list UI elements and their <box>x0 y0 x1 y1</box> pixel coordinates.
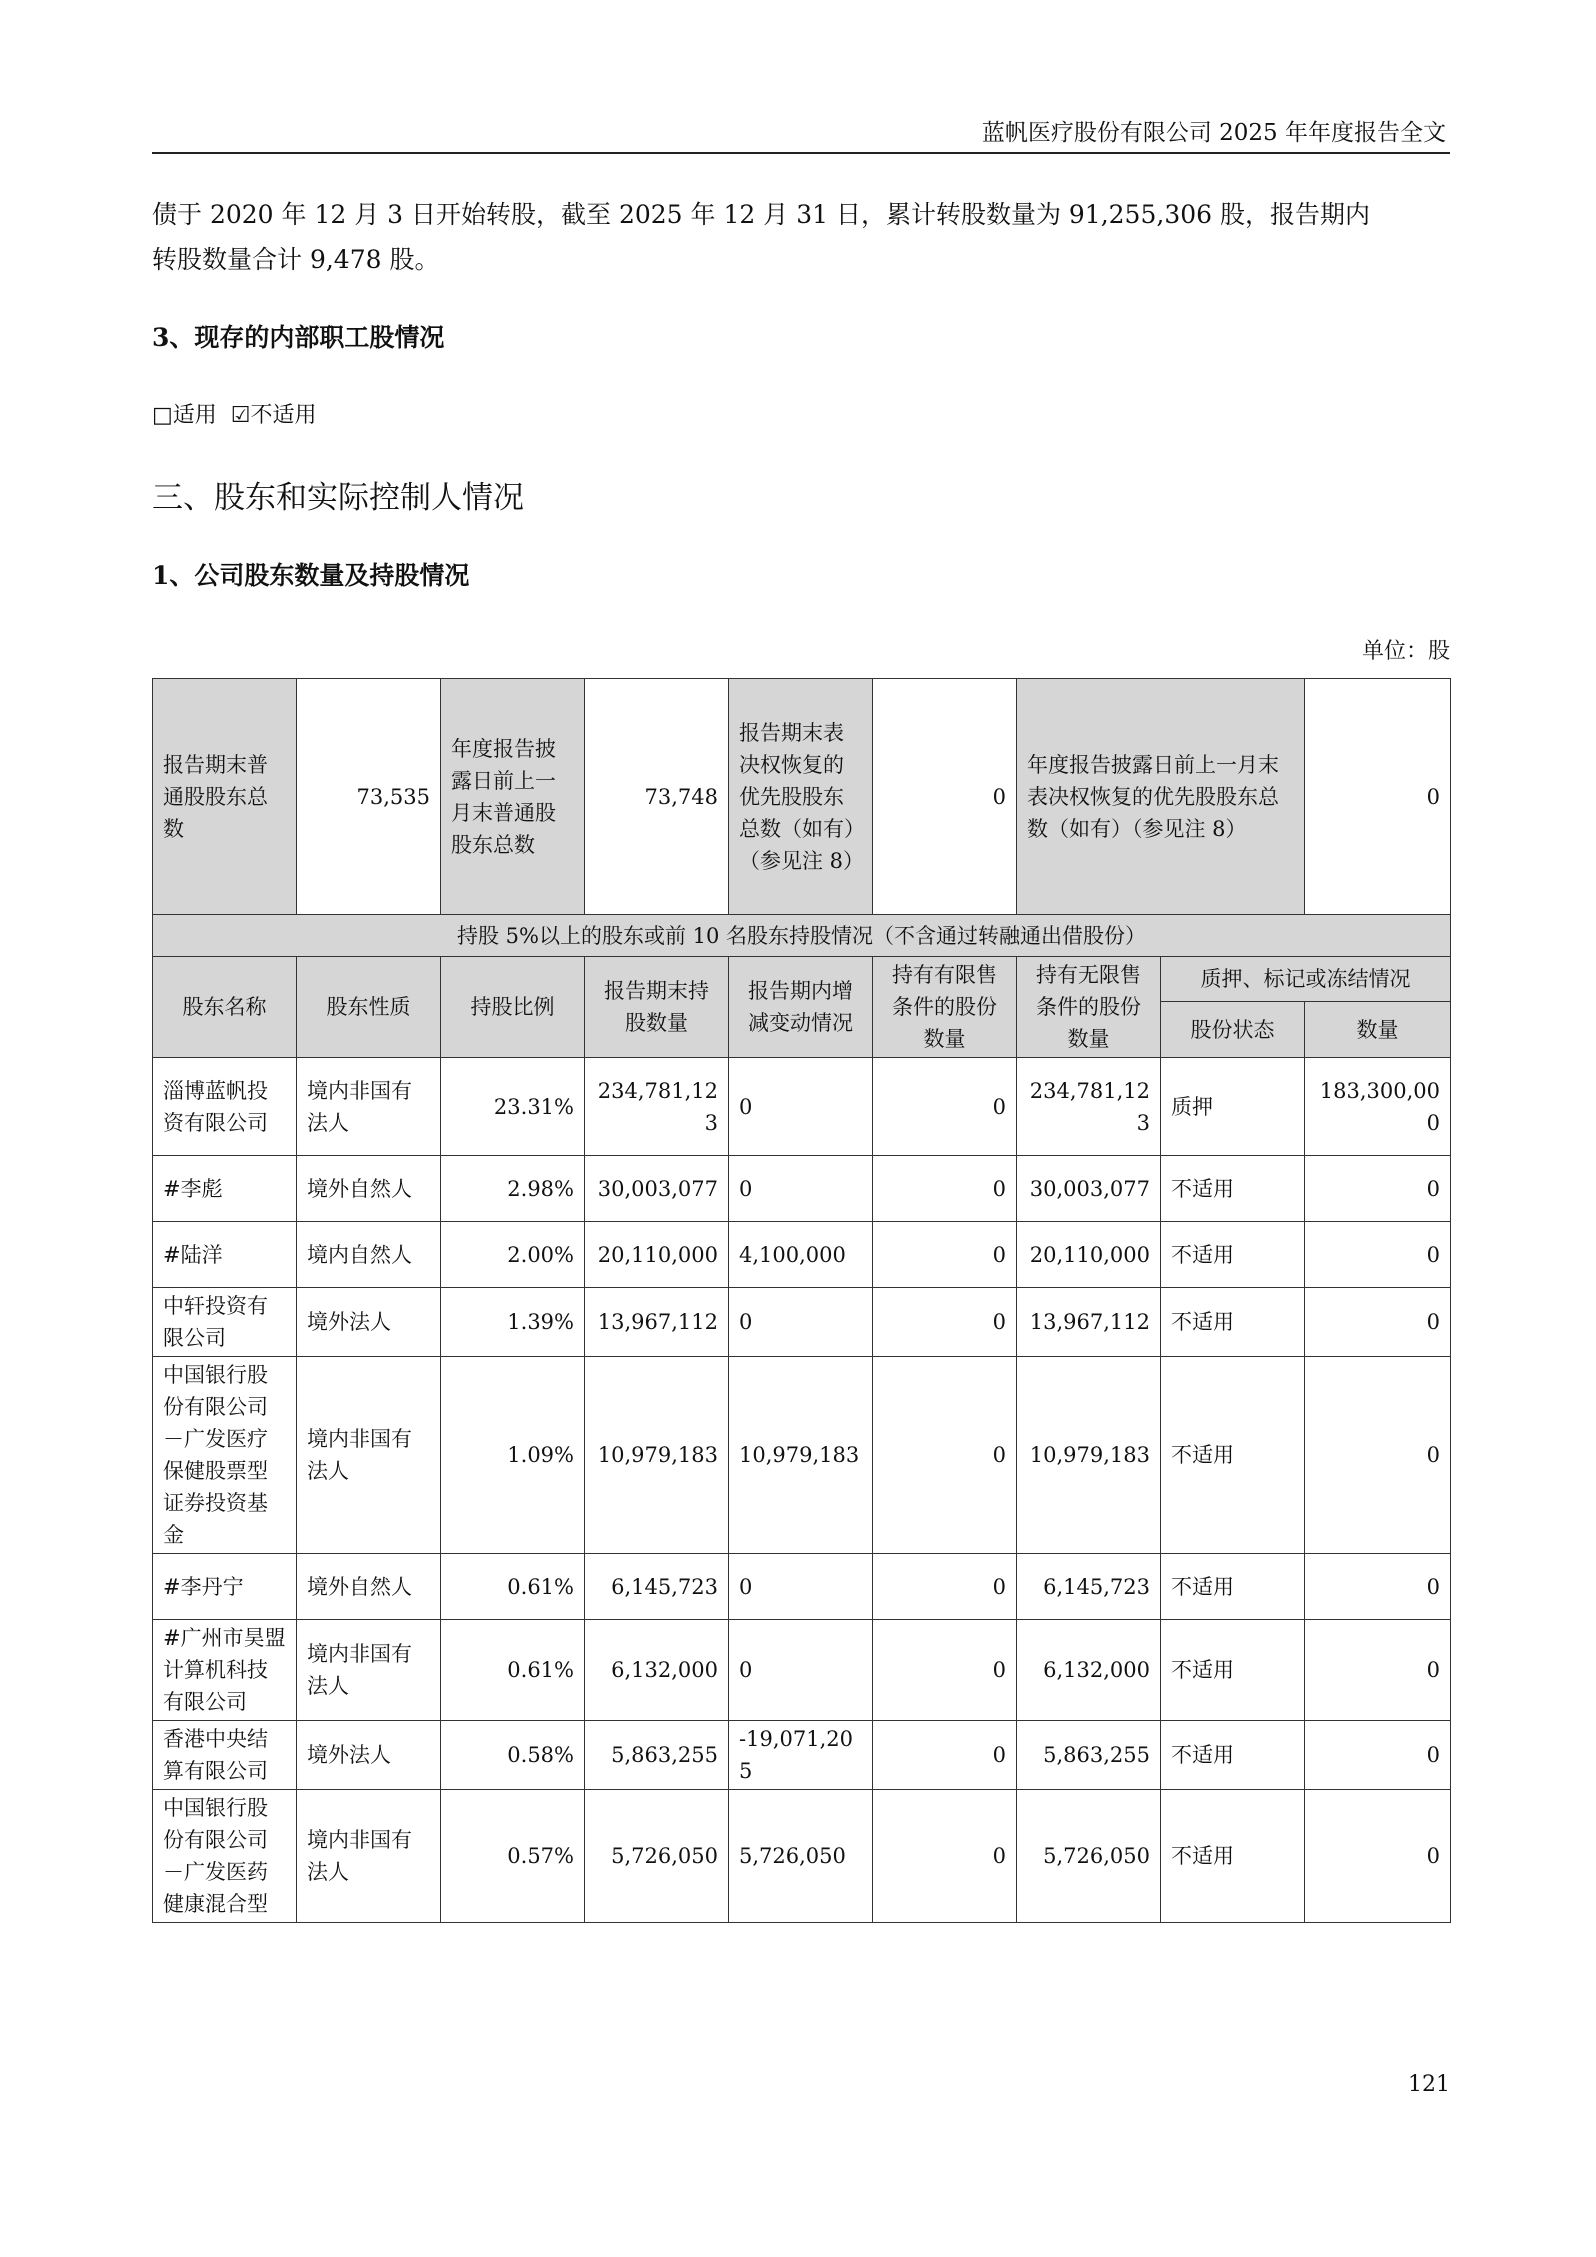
share-status-cell: 不适用 <box>1161 1620 1305 1721</box>
not-applicable-checkbox[interactable]: ☑不适用 <box>230 403 317 428</box>
change-cell: -19,071,205 <box>729 1721 873 1790</box>
shareholder-name-cell: 中国银行股份有限公司－广发医疗保健股票型证券投资基金 <box>153 1357 297 1554</box>
restricted-shares-cell: 0 <box>873 1058 1017 1156</box>
table-row <box>153 1058 1451 1156</box>
change-cell: 0 <box>729 1288 873 1357</box>
restricted-shares-cell: 0 <box>873 1790 1017 1923</box>
restricted-shares-cell: 0 <box>873 1620 1017 1721</box>
change-cell: 4,100,000 <box>729 1222 873 1288</box>
shareholder-name-cell: 淄博蓝帆投资有限公司 <box>153 1058 297 1156</box>
col-header-change: 报告期内增减变动情况 <box>729 957 873 1058</box>
table-row <box>153 1288 1451 1357</box>
pledged-qty-cell: 0 <box>1305 1156 1451 1222</box>
restricted-shares-cell: 0 <box>873 1222 1017 1288</box>
shares-held-cell: 5,863,255 <box>585 1721 729 1790</box>
summary-value-3: 0 <box>873 679 1017 915</box>
top10-title-row <box>153 915 1451 957</box>
shareholder-name-cell: #李丹宁 <box>153 1554 297 1620</box>
holding-ratio-cell: 23.31% <box>441 1058 585 1156</box>
applicable-checkbox[interactable]: □适用 <box>152 403 217 428</box>
shareholder-table <box>152 678 1451 1923</box>
header-row-1 <box>153 957 1451 1002</box>
change-cell: 10,979,183 <box>729 1357 873 1554</box>
unrestricted-shares-cell: 13,967,112 <box>1017 1288 1161 1357</box>
restricted-shares-cell: 0 <box>873 1156 1017 1222</box>
change-cell: 0 <box>729 1554 873 1620</box>
share-status-cell: 不适用 <box>1161 1721 1305 1790</box>
col-header-name: 股东名称 <box>153 957 297 1058</box>
table-row <box>153 1620 1451 1721</box>
holding-ratio-cell: 0.61% <box>441 1620 585 1721</box>
pledged-qty-cell: 0 <box>1305 1357 1451 1554</box>
shareholder-name-cell: 香港中央结算有限公司 <box>153 1721 297 1790</box>
unrestricted-shares-cell: 6,132,000 <box>1017 1620 1161 1721</box>
shares-held-cell: 20,110,000 <box>585 1222 729 1288</box>
applicability-options <box>152 398 317 429</box>
share-status-cell: 质押 <box>1161 1058 1305 1156</box>
shareholder-name-cell: #李彪 <box>153 1156 297 1222</box>
restricted-shares-cell: 0 <box>873 1288 1017 1357</box>
table-row <box>153 1156 1451 1222</box>
shares-held-cell: 234,781,123 <box>585 1058 729 1156</box>
share-status-cell: 不适用 <box>1161 1357 1305 1554</box>
col-header-held: 报告期末持股数量 <box>585 957 729 1058</box>
change-cell: 5,726,050 <box>729 1790 873 1923</box>
change-cell: 0 <box>729 1156 873 1222</box>
holding-ratio-cell: 2.00% <box>441 1222 585 1288</box>
summary-value-4: 0 <box>1305 679 1451 915</box>
unit-label: 单位：股 <box>1361 639 1450 664</box>
holding-ratio-cell: 1.09% <box>441 1357 585 1554</box>
restricted-shares-cell: 0 <box>873 1554 1017 1620</box>
holding-ratio-cell: 0.61% <box>441 1554 585 1620</box>
change-cell: 0 <box>729 1058 873 1156</box>
intro-paragraph <box>152 192 1452 282</box>
shares-held-cell: 6,145,723 <box>585 1554 729 1620</box>
unrestricted-shares-cell: 234,781,123 <box>1017 1058 1161 1156</box>
header-title: 蓝帆医疗股份有限公司 2025 年年度报告全文 <box>981 120 1446 146</box>
summary-label-4: 年度报告披露日前上一月末表决权恢复的优先股股东总数（如有）（参见注 8） <box>1017 679 1305 915</box>
col-header-restricted: 持有有限售条件的股份数量 <box>873 957 1017 1058</box>
pledged-qty-cell: 0 <box>1305 1288 1451 1357</box>
unrestricted-shares-cell: 10,979,183 <box>1017 1357 1161 1554</box>
restricted-shares-cell: 0 <box>873 1721 1017 1790</box>
share-status-cell: 不适用 <box>1161 1554 1305 1620</box>
holding-ratio-cell: 0.57% <box>441 1790 585 1923</box>
share-status-cell: 不适用 <box>1161 1156 1305 1222</box>
top10-title: 持股 5%以上的股东或前 10 名股东持股情况（不含通过转融通出借股份） <box>153 915 1451 957</box>
shareholder-name-cell: 中国银行股份有限公司－广发医药健康混合型 <box>153 1790 297 1923</box>
restricted-shares-cell: 0 <box>873 1357 1017 1554</box>
table-row <box>153 1790 1451 1923</box>
shareholder-nature-cell: 境外自然人 <box>297 1554 441 1620</box>
pledged-qty-cell: 0 <box>1305 1222 1451 1288</box>
shareholder-name-cell: #陆洋 <box>153 1222 297 1288</box>
table-row <box>153 1222 1451 1288</box>
shares-held-cell: 5,726,050 <box>585 1790 729 1923</box>
col-header-ratio: 持股比例 <box>441 957 585 1058</box>
shareholder-name-cell: #广州市昊盟计算机科技有限公司 <box>153 1620 297 1721</box>
share-status-cell: 不适用 <box>1161 1790 1305 1923</box>
holding-ratio-cell: 2.98% <box>441 1156 585 1222</box>
table-row <box>153 1721 1451 1790</box>
intro-line-2: 转股数量合计 9,478 股。 <box>152 245 440 274</box>
col-header-qty: 数量 <box>1305 1002 1451 1058</box>
holding-ratio-cell: 0.58% <box>441 1721 585 1790</box>
summary-row <box>153 679 1451 915</box>
col-header-pledge: 质押、标记或冻结情况 <box>1161 957 1451 1002</box>
pledged-qty-cell: 183,300,000 <box>1305 1058 1451 1156</box>
pledged-qty-cell: 0 <box>1305 1554 1451 1620</box>
shares-held-cell: 10,979,183 <box>585 1357 729 1554</box>
summary-value-1: 73,535 <box>297 679 441 915</box>
shareholder-name-cell: 中轩投资有限公司 <box>153 1288 297 1357</box>
share-status-cell: 不适用 <box>1161 1288 1305 1357</box>
unrestricted-shares-cell: 5,863,255 <box>1017 1721 1161 1790</box>
shares-held-cell: 13,967,112 <box>585 1288 729 1357</box>
shareholder-nature-cell: 境外自然人 <box>297 1156 441 1222</box>
shareholder-nature-cell: 境内非国有法人 <box>297 1058 441 1156</box>
shareholder-nature-cell: 境内非国有法人 <box>297 1357 441 1554</box>
unrestricted-shares-cell: 6,145,723 <box>1017 1554 1161 1620</box>
summary-value-2: 73,748 <box>585 679 729 915</box>
unrestricted-shares-cell: 5,726,050 <box>1017 1790 1161 1923</box>
shares-held-cell: 30,003,077 <box>585 1156 729 1222</box>
page-header <box>152 112 1450 154</box>
unrestricted-shares-cell: 30,003,077 <box>1017 1156 1161 1222</box>
summary-label-2: 年度报告披露日前上一月末普通股股东总数 <box>441 679 585 915</box>
pledged-qty-cell: 0 <box>1305 1790 1451 1923</box>
change-cell: 0 <box>729 1620 873 1721</box>
holding-ratio-cell: 1.39% <box>441 1288 585 1357</box>
table-row <box>153 1554 1451 1620</box>
pledged-qty-cell: 0 <box>1305 1620 1451 1721</box>
col-header-unrestricted: 持有无限售条件的股份数量 <box>1017 957 1161 1058</box>
shareholder-nature-cell: 境内非国有法人 <box>297 1790 441 1923</box>
col-header-nature: 股东性质 <box>297 957 441 1058</box>
shareholder-nature-cell: 境外法人 <box>297 1288 441 1357</box>
part-3-heading: 三、股东和实际控制人情况 <box>152 480 524 516</box>
unrestricted-shares-cell: 20,110,000 <box>1017 1222 1161 1288</box>
summary-label-1: 报告期末普通股股东总数 <box>153 679 297 915</box>
share-status-cell: 不适用 <box>1161 1222 1305 1288</box>
intro-line-1: 债于 2020 年 12 月 3 日开始转股，截至 2025 年 12 月 31 日，累计转股数量为 91,255,306 股，报告期内 <box>152 200 1370 229</box>
pledged-qty-cell: 0 <box>1305 1721 1451 1790</box>
page-number: 121 <box>1408 2072 1450 2097</box>
section-3-heading: 3、现存的内部职工股情况 <box>152 323 445 352</box>
shareholder-nature-cell: 境内自然人 <box>297 1222 441 1288</box>
table-row <box>153 1357 1451 1554</box>
shares-held-cell: 6,132,000 <box>585 1620 729 1721</box>
summary-label-3: 报告期末表决权恢复的优先股股东总数（如有）（参见注 8） <box>729 679 873 915</box>
shareholder-nature-cell: 境内非国有法人 <box>297 1620 441 1721</box>
col-header-status: 股份状态 <box>1161 1002 1305 1058</box>
subsection-1-heading: 1、公司股东数量及持股情况 <box>152 561 470 590</box>
shareholder-nature-cell: 境外法人 <box>297 1721 441 1790</box>
